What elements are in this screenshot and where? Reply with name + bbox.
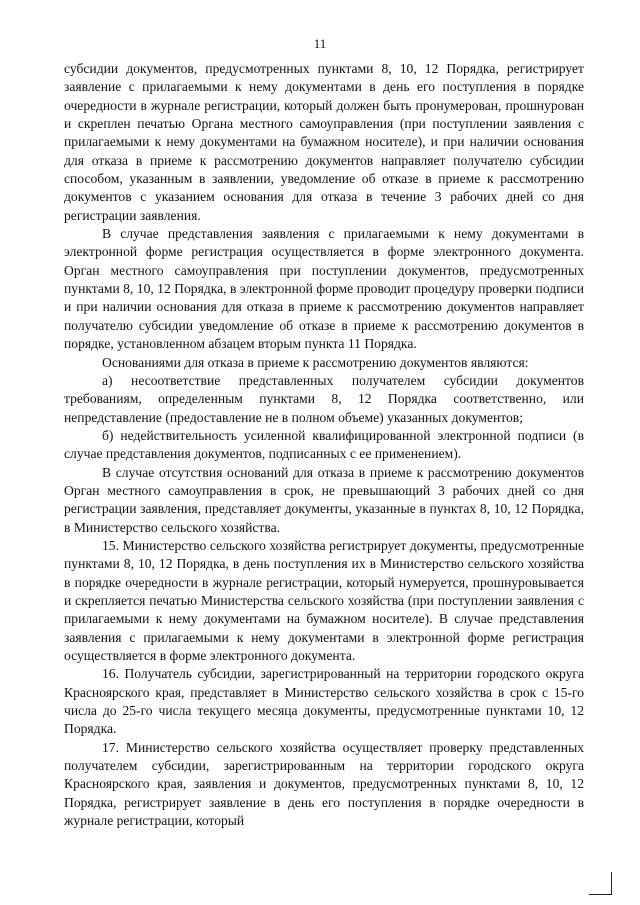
document-body (64, 60, 584, 830)
paragraph-refusal-grounds-intro: Основаниями для отказа в приеме к рассмотрению документов являются: (102, 354, 529, 370)
paragraph-electronic-form: В случае представления заявления с прилагаемыми к нему документами в электронной форме регистрация осуществляется в форме электронного документа. Орган местного самоуправления при поступлении документов, предусмотренных пунктами 8, 10, 12 Порядка, в электронной форме проводит процедуру проверки подписи и при наличии основания для отказа в приеме к рассмотрению документов направляет получателю субсидии уведомление об отказе в приеме к рассмотрению документов в порядке, установленном абзацем вторым пункта 11 Порядка. (64, 226, 584, 352)
paragraph-refusal-ground-a: а) несоответствие представленных получателем субсидии документов требованиям, определенным пунктами 8, 12 Порядка соответственно, или непредставление (предоставление не в полном объеме) указанных документов; (64, 372, 584, 425)
paragraph-continuation: субсидии документов, предусмотренных пунктами 8, 10, 12 Порядка, регистрирует заявление с прилагаемыми к нему документами в день его поступления в порядке очередности в журнале регистрации, который должен быть пронумерован, прошнурован и скреплен печатью Органа местного самоуправления (при поступлении заявления с прилагаемыми к нему документами на бумажном носителе), и при наличии основания для отказа в приеме к рассмотрению документов направляет получателю субсидии способом, указанным в заявлении, уведомление об отказе в приеме к рассмотрению документов с указанием основания для отказа в течение 3 рабочих дней со дня регистрации заявления. (64, 61, 584, 223)
paragraph-item-16: 16. Получатель субсидии, зарегистрированный на территории городского округа Красноярского края, представляет в Министерство сельского хозяйства в срок с 15-го числа до 25-го числа текущего месяца документы, предусмотренные пунктами 10, 12 Порядка. (64, 666, 584, 737)
page-number: 11 (313, 36, 327, 51)
paragraph-no-refusal: В случае отсутствия оснований для отказа в приеме к рассмотрению документов Орган местного самоуправления в срок, не превышающий 3 рабочих дней со дня регистрации заявления, представляет документы, указанные в пунктах 8, 10, 12 Порядка, в Министерство сельского хозяйства. (64, 464, 584, 535)
paragraph-item-15: 15. Министерство сельского хозяйства регистрирует документы, предусмотренные пунктами 8, 10, 12 Порядка, в день поступления их в Министерство сельского хозяйства в порядке очередности в журнале регистрации, который нумеруется, прошнуровывается и скрепляется печатью Министерства сельского хозяйства (при поступлении заявления с прилагаемыми к нему документами на бумажном носителе). В случае представления заявления с прилагаемыми к нему документами в электронной форме регистрация осуществляется в форме электронного документа. (64, 537, 584, 663)
page-corner-mark (589, 872, 612, 895)
paragraph-refusal-ground-b: б) недействительность усиленной квалифицированной электронной подписи (в случае представления документов, подписанных с ее применением). (64, 427, 584, 462)
paragraph-item-17: 17. Министерство сельского хозяйства осуществляет проверку представленных получателем субсидии, зарегистрированным на территории городского округа Красноярского края, заявления и документов, предусмотренных пунктами 8, 10, 12 Порядка, регистрирует заявление в день его поступления в порядке очередности в журнале регистрации, который (64, 739, 584, 829)
